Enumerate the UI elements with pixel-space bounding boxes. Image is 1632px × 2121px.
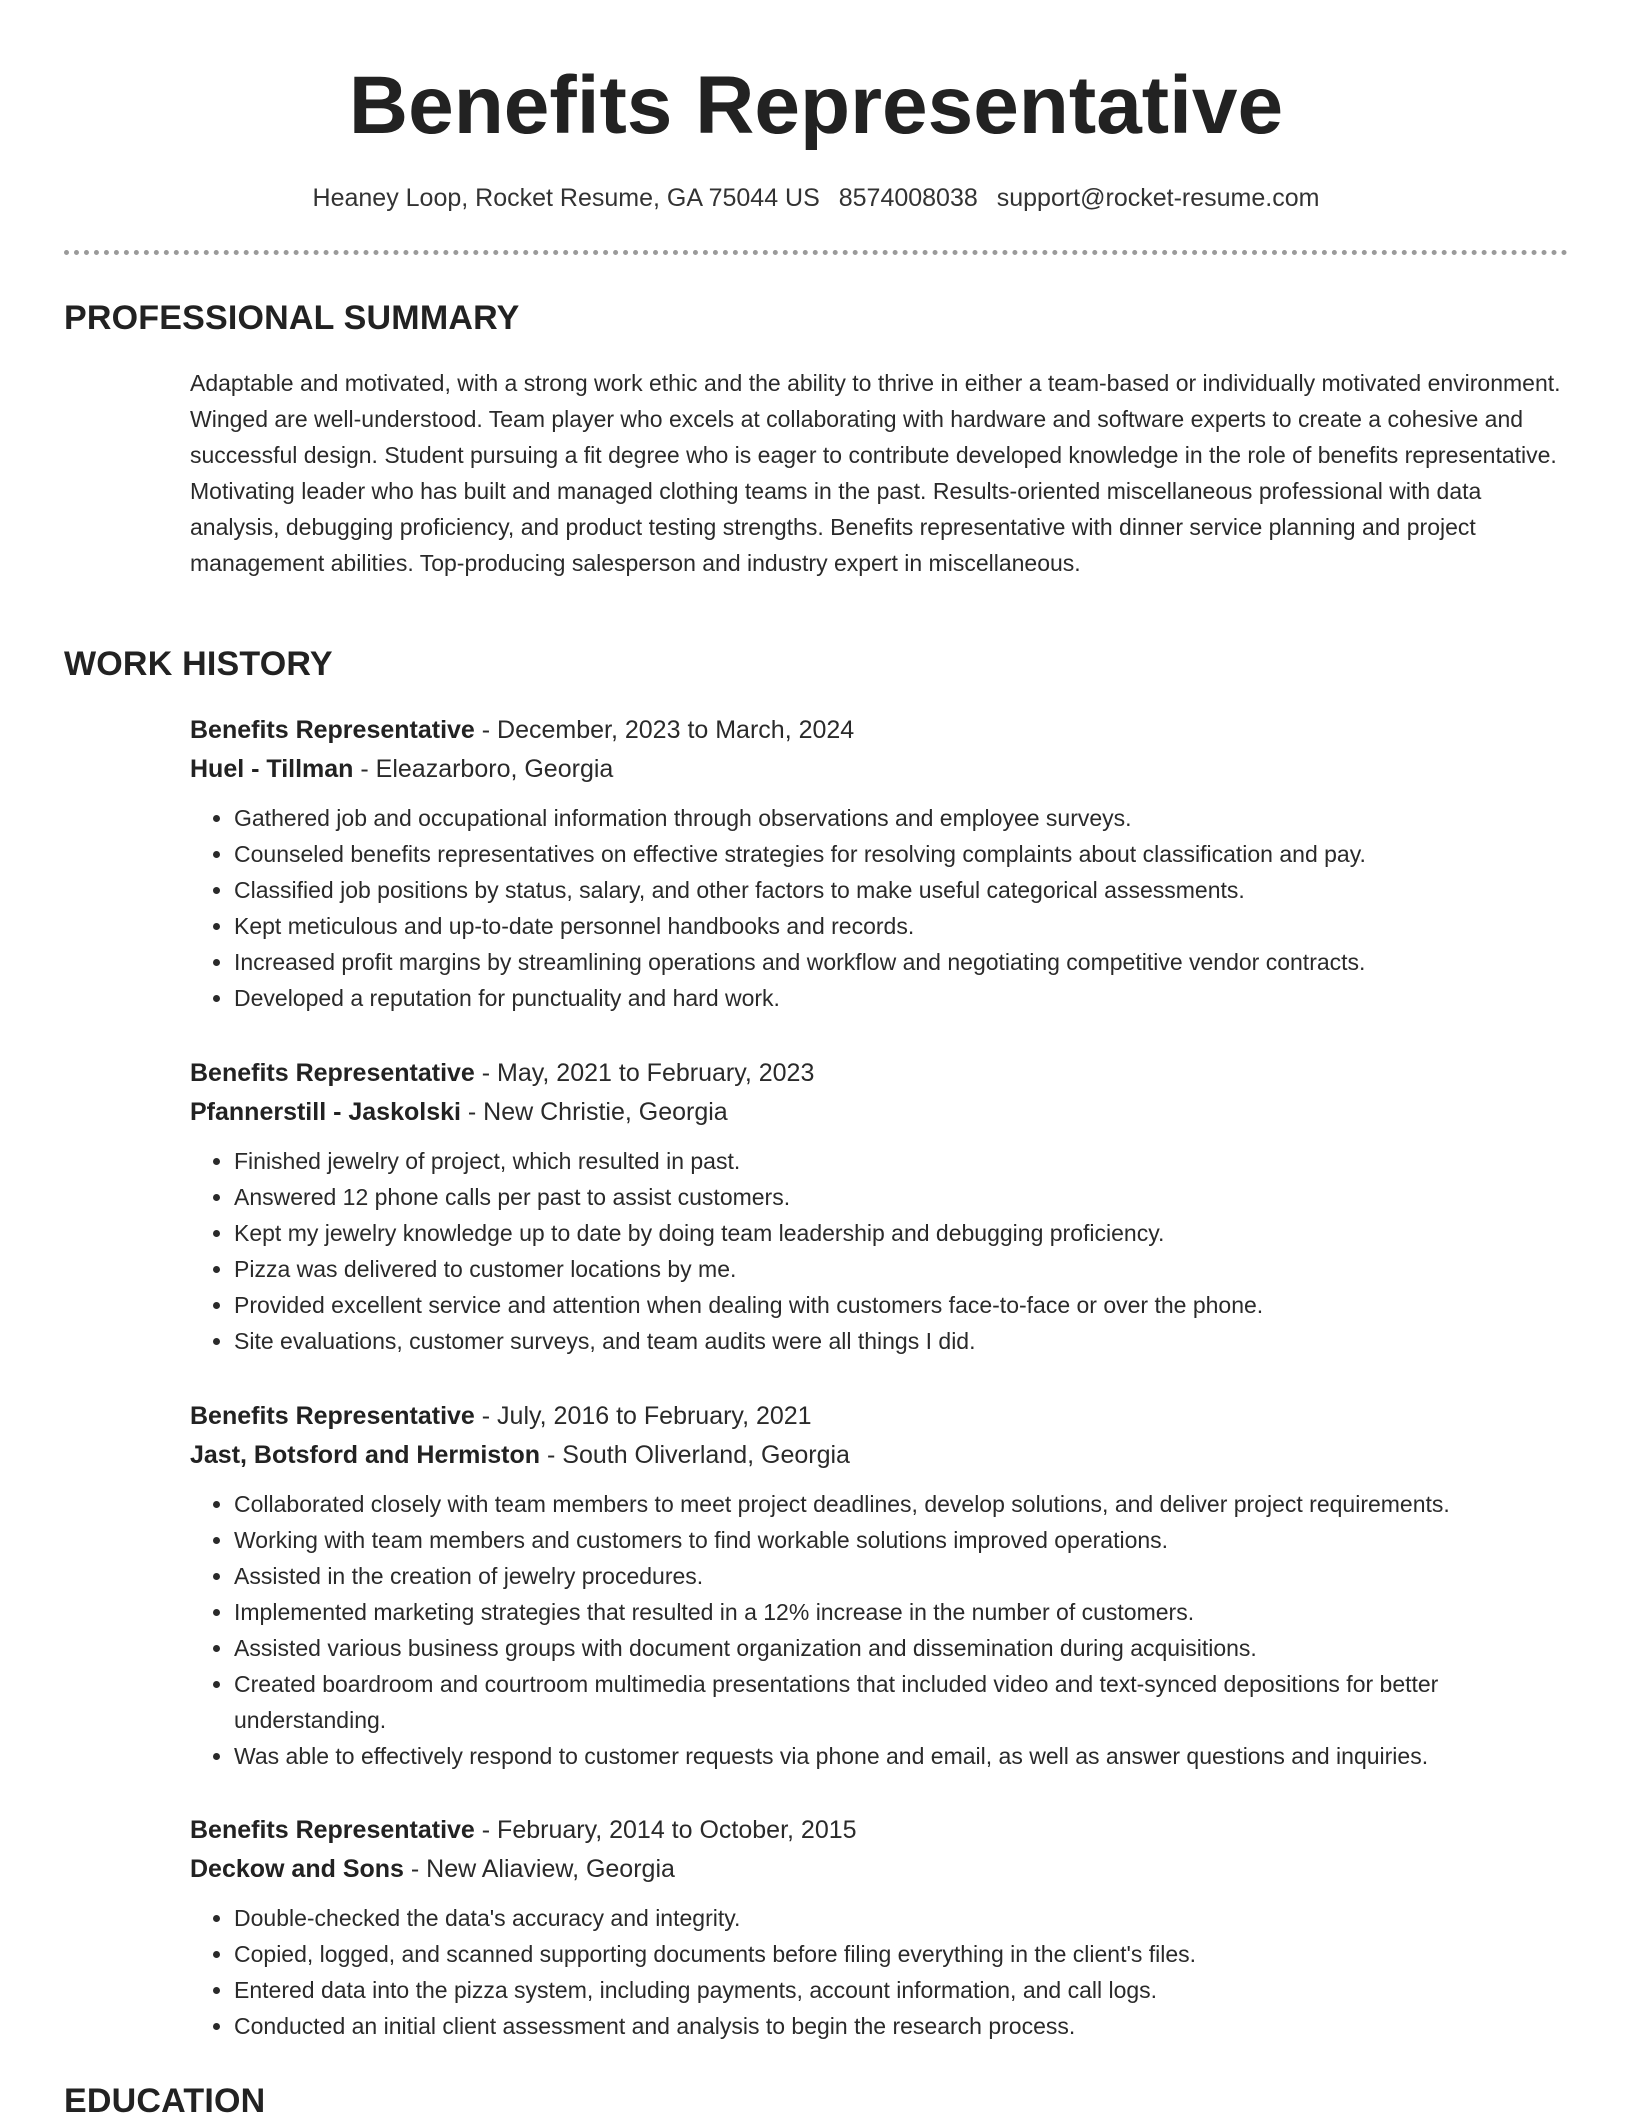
job-bullet: • Gathered job and occupational information through observations and employee surveys. — [234, 800, 1568, 836]
job-role: Benefits Representative — [190, 1816, 475, 1844]
job-location: - New Aliaview, Georgia — [403, 1855, 675, 1883]
job-bullet: • Conducted an initial client assessment and analysis to begin the research process. — [234, 2008, 1568, 2044]
job-entry — [190, 1054, 1568, 1359]
job-title-line — [190, 1397, 1568, 1436]
job-bullet: • Assisted various business groups with document organization and dissemination during acquisitions. — [234, 1630, 1568, 1666]
contact-line — [64, 181, 1568, 215]
job-bullet: • Increased profit margins by streamlining operations and workflow and negotiating competitive vendor contracts. — [234, 944, 1568, 980]
job-dates: - May, 2021 to February, 2023 — [474, 1059, 815, 1087]
job-bullets — [190, 1486, 1568, 1774]
job-bullets — [190, 1143, 1568, 1359]
job-company-line — [190, 1436, 1568, 1475]
job-entry — [190, 1811, 1568, 2044]
resume-page — [64, 0, 1568, 2120]
job-bullet: • Copied, logged, and scanned supporting documents before filing everything in the client's files. — [234, 1936, 1568, 1972]
job-dates: - July, 2016 to February, 2021 — [474, 1402, 812, 1430]
header-divider — [64, 250, 1568, 255]
job-company-line — [190, 1093, 1568, 1132]
job-bullet: • Developed a reputation for punctuality and hard work. — [234, 980, 1568, 1016]
job-bullet: • Created boardroom and courtroom multimedia presentations that included video and text-synced depositions for better understanding. — [234, 1666, 1568, 1738]
job-dates: - December, 2023 to March, 2024 — [474, 716, 855, 744]
job-company: Jast, Botsford and Hermiston — [190, 1441, 541, 1469]
job-bullet: • Site evaluations, customer surveys, and team audits were all things I did. — [234, 1323, 1568, 1359]
job-bullet: • Provided excellent service and attention when dealing with customers face-to-face or over the phone. — [234, 1287, 1568, 1323]
job-location: - New Christie, Georgia — [460, 1098, 728, 1126]
section-title-education: EDUCATION — [64, 2082, 266, 2120]
job-role: Benefits Representative — [190, 716, 475, 744]
job-bullets — [190, 800, 1568, 1016]
job-company: Pfannerstill - Jaskolski — [190, 1098, 461, 1126]
job-company-line — [190, 1850, 1568, 1889]
job-bullet: • Classified job positions by status, salary, and other factors to make useful categorical assessments. — [234, 872, 1568, 908]
section-title-summary: PROFESSIONAL SUMMARY — [64, 299, 520, 337]
job-bullet: • Kept my jewelry knowledge up to date by doing team leadership and debugging proficiency. — [234, 1215, 1568, 1251]
job-company: Huel - Tillman — [190, 755, 354, 783]
job-bullet: • Pizza was delivered to customer locations by me. — [234, 1251, 1568, 1287]
summary-text: Adaptable and motivated, with a strong work ethic and the ability to thrive in either a team-based or individually motivated environment. Winged are well-understood. Team player who excels at collaborating with hardware and software experts to create a cohesive and successful design. Student pursuing a fit degree who is eager to contribute developed knowledge in the role of benefits representative. Motivating leader who has built and managed clothing teams in the past. Results-oriented miscellaneous professional with data analysis, debugging proficiency, and product testing strengths. Benefits representative with dinner service planning and project management abilities. Top-producing salesperson and industry expert in miscellaneous. — [190, 370, 1561, 576]
job-entry — [190, 711, 1568, 1016]
job-bullet: • Kept meticulous and up-to-date personnel handbooks and records. — [234, 908, 1568, 944]
section-title-work-history: WORK HISTORY — [64, 645, 333, 683]
job-bullet: • Answered 12 phone calls per past to assist customers. — [234, 1179, 1568, 1215]
job-bullet: • Was able to effectively respond to customer requests via phone and email, as well as answer questions and inquiries. — [234, 1738, 1568, 1774]
job-bullet: • Collaborated closely with team members to meet project deadlines, develop solutions, and deliver project requirements. — [234, 1486, 1568, 1522]
job-dates: - February, 2014 to October, 2015 — [474, 1816, 857, 1844]
job-title-line — [190, 1054, 1568, 1093]
job-bullet: • Entered data into the pizza system, including payments, account information, and call logs. — [234, 1972, 1568, 2008]
contact-address: Heaney Loop, Rocket Resume, GA 75044 US — [312, 184, 820, 212]
contact-email: support@rocket-resume.com — [996, 184, 1320, 212]
job-title-line — [190, 711, 1568, 750]
job-bullet: • Finished jewelry of project, which resulted in past. — [234, 1143, 1568, 1179]
job-role: Benefits Representative — [190, 1402, 475, 1430]
job-location: - Eleazarboro, Georgia — [353, 755, 614, 783]
job-bullet: • Assisted in the creation of jewelry procedures. — [234, 1558, 1568, 1594]
job-company-line — [190, 750, 1568, 789]
job-bullet: • Working with team members and customers to find workable solutions improved operations. — [234, 1522, 1568, 1558]
job-location: - South Oliverland, Georgia — [540, 1441, 850, 1469]
job-bullets — [190, 1900, 1568, 2044]
job-bullet: • Implemented marketing strategies that resulted in a 12% increase in the number of customers. — [234, 1594, 1568, 1630]
job-company: Deckow and Sons — [190, 1855, 404, 1883]
job-bullet: • Counseled benefits representatives on effective strategies for resolving complaints about classification and pay. — [234, 836, 1568, 872]
contact-phone: 8574008038 — [838, 184, 978, 212]
job-role: Benefits Representative — [190, 1059, 475, 1087]
job-bullet: • Double-checked the data's accuracy and integrity. — [234, 1900, 1568, 1936]
resume-name: Benefits Representative — [348, 60, 1284, 151]
job-title-line — [190, 1811, 1568, 1850]
job-entry — [190, 1397, 1568, 1774]
